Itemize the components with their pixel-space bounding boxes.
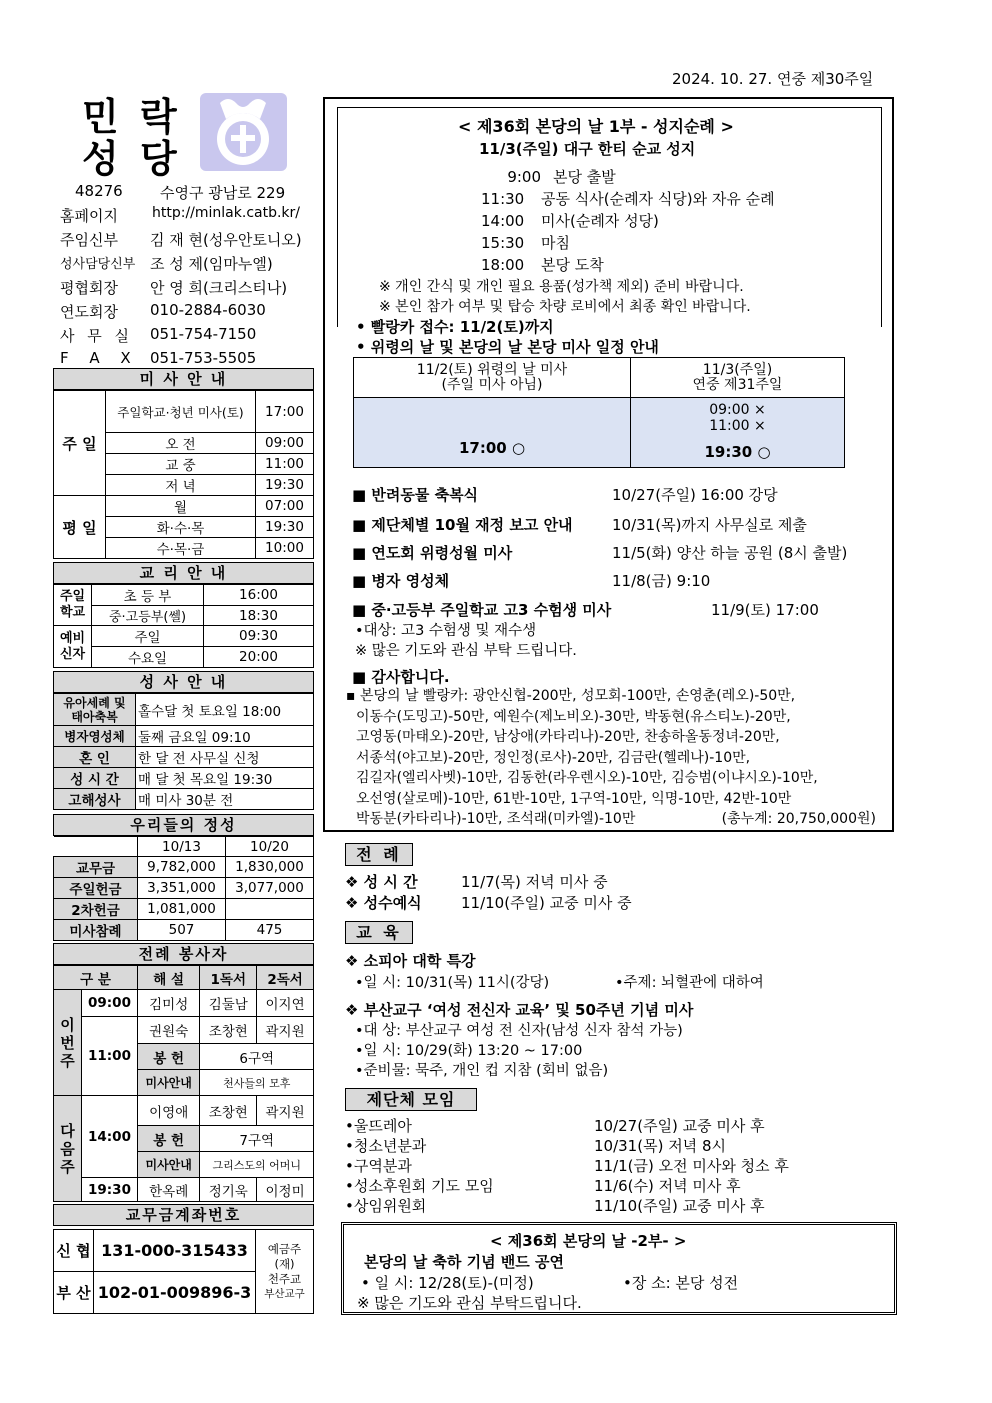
mass-time: 19:30 bbox=[256, 517, 314, 538]
mass-time: 17:00 bbox=[256, 391, 314, 433]
mass-slot: 09:00 × bbox=[709, 402, 766, 418]
education-title: 교 육 bbox=[345, 921, 413, 944]
mass-table bbox=[53, 390, 314, 559]
group-name: •구역분과 bbox=[345, 1157, 412, 1175]
contact-row bbox=[60, 253, 315, 277]
mass-time: 19:30 bbox=[256, 475, 314, 496]
schedule-time: 18:00 bbox=[481, 256, 525, 274]
pilgrim-subtitle: 11/3(주일) 대구 한티 순교 성지 bbox=[479, 140, 696, 158]
table-header: 11/2(토) 위령의 날 미사 bbox=[416, 361, 568, 378]
sacrament-value: 홀수달 첫 토요일 18:00 bbox=[136, 694, 314, 726]
group-name: •성소후원회 기도 모임 bbox=[345, 1177, 494, 1195]
thanks-line: 박동분(카타리나)-10만, 조석래(미카엘)-10만 bbox=[356, 811, 636, 827]
server-name: 권원숙 bbox=[138, 1017, 200, 1044]
thanks-line: 오선영(살로메)-10만, 61반-10만, 1구역-10만, 익명-10만, 42반-10만 bbox=[356, 790, 792, 807]
offering-name: 2차헌금 bbox=[54, 899, 138, 920]
server-name: 이영애 bbox=[138, 1096, 200, 1126]
contact-label: F A X bbox=[60, 349, 139, 367]
band-title: < 제36회 본당의 날 -2부- > bbox=[490, 1232, 687, 1250]
server-name: 김둘남 bbox=[200, 990, 257, 1017]
thanks-list bbox=[346, 686, 876, 830]
contact-row bbox=[60, 277, 315, 301]
server-value: 6구역 bbox=[200, 1044, 314, 1070]
notice-label: ■ 반려동물 축복식 bbox=[352, 486, 479, 504]
sacrament-title: 성 사 안 내 bbox=[53, 671, 314, 693]
mass-schedule-notice: • 위령의 날 및 본당의 날 본당 미사 일정 안내 bbox=[356, 338, 659, 356]
server-time: 14:00 bbox=[82, 1096, 138, 1178]
offering-v2: 475 bbox=[226, 920, 314, 941]
doctrine-name: 주일 bbox=[92, 626, 204, 647]
sophia-title: ❖ 소피아 대학 특강 bbox=[345, 952, 476, 970]
schedule-time: 14:00 bbox=[481, 212, 525, 230]
doctrine-time: 09:30 bbox=[204, 626, 314, 647]
server-name: 한옥례 bbox=[138, 1178, 200, 1202]
table-header: (주일 미사 아님) bbox=[441, 376, 543, 393]
contact-value: 010-2884-6030 bbox=[150, 301, 266, 319]
offering-v2 bbox=[226, 899, 314, 920]
contact-row bbox=[60, 205, 315, 229]
servers-h: 1독서 bbox=[200, 966, 257, 990]
doctrine-name: 수요일 bbox=[92, 647, 204, 668]
server-value: 천사들의 모후 bbox=[200, 1070, 314, 1096]
sacrament-value: 매 미사 30분 전 bbox=[136, 789, 314, 810]
busan-detail: •대 상: 부산교구 여성 전 신자(남성 신자 참석 가능) bbox=[355, 1023, 683, 1039]
liturgy-title: 전 례 bbox=[345, 843, 413, 866]
sophia-topic: •주제: 뇌혈관에 대하여 bbox=[615, 975, 764, 991]
server-name: 김미성 bbox=[138, 990, 200, 1017]
mass-name: 오 전 bbox=[106, 433, 256, 454]
busan-detail: •일 시: 10/29(화) 13:20 ~ 17:00 bbox=[355, 1043, 583, 1059]
server-value: 7구역 bbox=[200, 1126, 314, 1152]
offering-v1: 9,782,000 bbox=[138, 857, 226, 878]
mass-name: 교 중 bbox=[106, 454, 256, 475]
group-time: 10/27(주일) 교중 미사 후 bbox=[594, 1117, 765, 1135]
offering-name: 미사참례 bbox=[54, 920, 138, 941]
contact-row bbox=[60, 325, 315, 349]
table-header: 11/3(주일) bbox=[702, 361, 773, 378]
schedule-time: 9:00 bbox=[507, 168, 541, 186]
notice-value: 10/31(목)까지 사무실로 제출 bbox=[612, 516, 807, 534]
mass-name: 월 bbox=[106, 496, 256, 517]
doctrine-time: 20:00 bbox=[204, 647, 314, 668]
schedule-desc: 마침 bbox=[541, 234, 570, 252]
schedule-desc: 본당 출발 bbox=[553, 168, 616, 186]
account-holder: 천주교 bbox=[267, 1271, 302, 1286]
sacrament-value: 매 달 첫 목요일 19:30 bbox=[136, 768, 314, 789]
sacrament-name: 병자영성체 bbox=[54, 726, 136, 747]
contact-value: 김 재 현(성우안토니오) bbox=[150, 231, 302, 249]
servers-title: 전례 봉사자 bbox=[53, 943, 314, 965]
church-name-line2: 성 당 bbox=[82, 137, 181, 181]
contact-label: 사 무 실 bbox=[60, 327, 134, 345]
groups-names bbox=[345, 1116, 494, 1216]
mass-time: 09:00 bbox=[256, 433, 314, 454]
mass-time: 11:00 bbox=[256, 454, 314, 475]
band-subtitle: 본당의 날 축하 기념 밴드 공연 bbox=[364, 1253, 564, 1271]
sacrament-table bbox=[53, 693, 314, 810]
server-name: 곽지원 bbox=[257, 1017, 314, 1044]
contact-label: 주임신부 bbox=[60, 231, 118, 249]
notice-value: 11/8(금) 9:10 bbox=[612, 572, 711, 590]
pilgrim-note: ※ 개인 간식 및 개인 필요 용품(성가책 제외) 준비 바랍니다. bbox=[379, 279, 744, 295]
contact-label: 성사담당신부 bbox=[60, 257, 136, 272]
liturgy-label: ❖ 성 시 간 bbox=[345, 873, 418, 891]
account-holder: 부산교구 bbox=[264, 1287, 305, 1300]
contact-value: 051-753-5505 bbox=[150, 349, 257, 367]
mass-time: 07:00 bbox=[256, 496, 314, 517]
sunday-label: 주 일 bbox=[54, 391, 106, 496]
contact-label: 홈페이지 bbox=[60, 207, 118, 225]
offering-v2: 3,077,000 bbox=[226, 878, 314, 899]
thanks-line: 이동수(도밍고)-50만, 예원수(제노비오)-30만, 박동현(유스티노)-20만, bbox=[356, 708, 791, 725]
server-name: 정기욱 bbox=[200, 1178, 257, 1202]
bulletin-date: 2024. 10. 27. 연중 제30주일 bbox=[672, 70, 874, 88]
account-bank: 부 산 bbox=[54, 1272, 94, 1314]
offering-v1: 507 bbox=[138, 920, 226, 941]
all-souls-mass-table bbox=[353, 357, 845, 468]
thanks-title: ■ 감사합니다. bbox=[352, 668, 450, 686]
band-date: • 일 시: 12/28(토)-(미정) bbox=[361, 1274, 534, 1292]
exam-sub: ※ 많은 기도와 관심 부탁 드립니다. bbox=[355, 643, 577, 659]
address: 수영구 광남로 229 bbox=[160, 184, 286, 202]
notice-label: ■ 중·고등부 주일학교 고3 수험생 미사 bbox=[352, 601, 612, 619]
server-role: 봉 헌 bbox=[138, 1126, 200, 1152]
server-role: 미사안내 bbox=[138, 1152, 200, 1178]
contact-value: 051-754-7150 bbox=[150, 325, 257, 343]
mass-name: 수·목·금 bbox=[106, 538, 256, 559]
server-time: 09:00 bbox=[82, 990, 138, 1017]
liturgy-value: 11/10(주일) 교중 미사 중 bbox=[461, 894, 632, 912]
doctrine-time: 18:30 bbox=[204, 606, 314, 626]
contact-row bbox=[60, 301, 315, 325]
doctrine-time: 16:00 bbox=[204, 585, 314, 606]
doctrine-table bbox=[53, 584, 314, 668]
mass-title: 미 사 안 내 bbox=[53, 368, 314, 390]
group-time: 11/10(주일) 교중 미사 후 bbox=[594, 1197, 765, 1215]
account-title: 교무금계좌번호 bbox=[53, 1204, 314, 1226]
account-number: 102-01-009896-3 bbox=[94, 1272, 256, 1314]
notice-value: 11/9(토) 17:00 bbox=[711, 601, 819, 619]
groups-times bbox=[594, 1116, 789, 1216]
server-value: 그리스도의 어머니 bbox=[200, 1152, 314, 1178]
contact-value: 안 영 희(크리스티나) bbox=[150, 279, 288, 297]
servers-h: 해 설 bbox=[138, 966, 200, 990]
group-name: •청소년분과 bbox=[345, 1137, 427, 1155]
account-number: 131-000-315433 bbox=[94, 1230, 256, 1272]
doctrine-name: 초 등 부 bbox=[92, 585, 204, 606]
contact-list bbox=[60, 205, 315, 373]
servers-h: 구 분 bbox=[54, 966, 138, 990]
thanks-line: ▪ 본당의 날 빨랑카: 광안신협-200만, 성모회-100만, 손영춘(레오)-50만, bbox=[346, 688, 796, 704]
offering-v1: 3,351,000 bbox=[138, 878, 226, 899]
account-bank: 신 협 bbox=[54, 1230, 94, 1272]
contact-label: 연도회장 bbox=[60, 303, 118, 321]
offering-table bbox=[53, 836, 314, 941]
offering-col: 10/20 bbox=[226, 837, 314, 857]
doctrine-name: 중·고등부(쎌) bbox=[92, 606, 204, 626]
notice-label: ■ 제단체별 10월 재정 보고 안내 bbox=[352, 516, 573, 534]
notice-value: 10/27(주일) 16:00 강당 bbox=[612, 486, 778, 504]
thanks-line: 고영동(마태오)-20만, 남상애(카타리나)-20만, 찬송하올동정녀-20만, bbox=[356, 729, 780, 745]
band-note: ※ 많은 기도와 관심 부탁드립니다. bbox=[357, 1294, 582, 1312]
schedule-desc: 공동 식사(순례자 식당)와 자유 순례 bbox=[541, 190, 775, 208]
server-time: 19:30 bbox=[82, 1178, 138, 1202]
offering-name: 교무금 bbox=[54, 857, 138, 878]
pilgrim-schedule bbox=[481, 166, 775, 276]
server-name: 이지연 bbox=[257, 990, 314, 1017]
account-holder: (재) bbox=[274, 1256, 295, 1271]
band-place: •장 소: 본당 성전 bbox=[623, 1274, 739, 1292]
notice-value: 11/5(화) 양산 하늘 공원 (8시 출발) bbox=[612, 544, 848, 562]
sacrament-value: 둘째 금요일 09:10 bbox=[136, 726, 314, 747]
contact-row bbox=[60, 229, 315, 253]
offering-title: 우리들의 정성 bbox=[53, 814, 314, 836]
groups-title: 제단체 모임 bbox=[345, 1088, 477, 1111]
sacrament-name: 고해성사 bbox=[54, 789, 136, 810]
doctrine-group: 예비신자 bbox=[54, 626, 92, 668]
pilgrim-title: < 제36회 본당의 날 1부 - 성지순례 > bbox=[458, 117, 734, 136]
thanks-line: 김길자(엘리사벳)-10만, 김동한(라우렌시오)-10만, 김승범(이냐시오)-10만, bbox=[356, 770, 818, 786]
doctrine-group: 주일학교 bbox=[54, 585, 92, 626]
pilgrim-note: ※ 본인 참가 여부 및 탑승 차량 로비에서 최종 확인 바랍니다. bbox=[379, 299, 751, 315]
sacrament-name: 유아세례 및 태아축복 bbox=[54, 694, 136, 726]
postcode: 48276 bbox=[75, 182, 123, 200]
church-name-line1: 민 락 bbox=[82, 95, 181, 139]
offering-name: 주일헌금 bbox=[54, 878, 138, 899]
schedule-desc: 본당 도착 bbox=[541, 256, 604, 274]
mass-name: 주일학교·청년 미사(토) bbox=[106, 391, 256, 433]
liturgy-value: 11/7(목) 저녁 미사 중 bbox=[461, 873, 608, 891]
mass-slot: 19:30 ○ bbox=[704, 443, 771, 461]
table-header: 연중 제31주일 bbox=[692, 376, 783, 393]
doctrine-title: 교 리 안 내 bbox=[53, 562, 314, 584]
busan-detail: •준비물: 묵주, 개인 컵 지참 (회비 없음) bbox=[355, 1063, 609, 1079]
server-role: 봉 헌 bbox=[138, 1044, 200, 1070]
contact-label: 평협회장 bbox=[60, 279, 118, 297]
server-name: 곽지원 bbox=[257, 1096, 314, 1126]
sacrament-value: 한 달 전 사무실 신청 bbox=[136, 747, 314, 768]
group-time: 11/6(수) 저녁 미사 후 bbox=[594, 1177, 741, 1195]
contact-value: 조 성 제(임마누엘) bbox=[150, 255, 273, 273]
mass-slot: 17:00 ○ bbox=[354, 398, 631, 468]
offering-v1: 1,081,000 bbox=[138, 899, 226, 920]
schedule-desc: 미사(순례자 성당) bbox=[541, 212, 659, 230]
mass-name: 화·수·목 bbox=[106, 517, 256, 538]
weekday-label: 평 일 bbox=[54, 496, 106, 559]
group-time: 11/1(금) 오전 미사와 청소 후 bbox=[594, 1157, 789, 1175]
server-name: 조창현 bbox=[200, 1017, 257, 1044]
sacrament-name: 성 시 간 bbox=[54, 768, 136, 789]
exam-sub: •대상: 고3 수험생 및 재수생 bbox=[355, 623, 537, 639]
servers-table bbox=[53, 965, 314, 1202]
group-time: 10/31(목) 저녁 8시 bbox=[594, 1137, 726, 1155]
palanca-notice: • 빨랑카 접수: 11/2(토)까지 bbox=[356, 318, 554, 336]
group-name: •울뜨레아 bbox=[345, 1117, 412, 1135]
account-holder: 예금주 bbox=[267, 1241, 302, 1256]
sophia-date: •일 시: 10/31(목) 11시(강당) bbox=[355, 975, 550, 991]
mass-slot: 11:00 × bbox=[709, 418, 766, 434]
this-week-label: 이번주 bbox=[54, 990, 82, 1096]
next-week-label: 다음주 bbox=[54, 1096, 82, 1202]
mass-time: 10:00 bbox=[256, 538, 314, 559]
server-time: 11:00 bbox=[82, 1017, 138, 1096]
schedule-time: 11:30 bbox=[481, 190, 525, 208]
offering-v2: 1,830,000 bbox=[226, 857, 314, 878]
account-table bbox=[53, 1229, 314, 1314]
notice-label: ■ 연도회 위령성월 미사 bbox=[352, 544, 513, 562]
schedule-time: 15:30 bbox=[481, 234, 525, 252]
server-name: 조창현 bbox=[200, 1096, 257, 1126]
server-role: 미사안내 bbox=[138, 1070, 200, 1096]
servers-h: 2독서 bbox=[257, 966, 314, 990]
busan-education-title: ❖ 부산교구 ‘여성 전신자 교육’ 및 50주년 기념 미사 bbox=[345, 1001, 694, 1019]
thanks-total: (총누계: 20,750,000원) bbox=[721, 811, 876, 827]
thanks-line: 서종석(야고보)-20만, 정인정(로사)-20만, 김금란(헬레나)-10만, bbox=[356, 749, 751, 766]
homepage-link[interactable]: http://minlak.catb.kr/ bbox=[152, 205, 300, 221]
liturgy-label: ❖ 성수예식 bbox=[345, 894, 422, 912]
server-name: 이정미 bbox=[257, 1178, 314, 1202]
offering-col: 10/13 bbox=[138, 837, 226, 857]
church-logo bbox=[200, 93, 287, 171]
notice-label: ■ 병자 영성체 bbox=[352, 572, 450, 590]
mass-name: 저 녁 bbox=[106, 475, 256, 496]
left-column bbox=[53, 368, 314, 1314]
group-name: •상임위원회 bbox=[345, 1197, 427, 1215]
sacrament-name: 혼 인 bbox=[54, 747, 136, 768]
